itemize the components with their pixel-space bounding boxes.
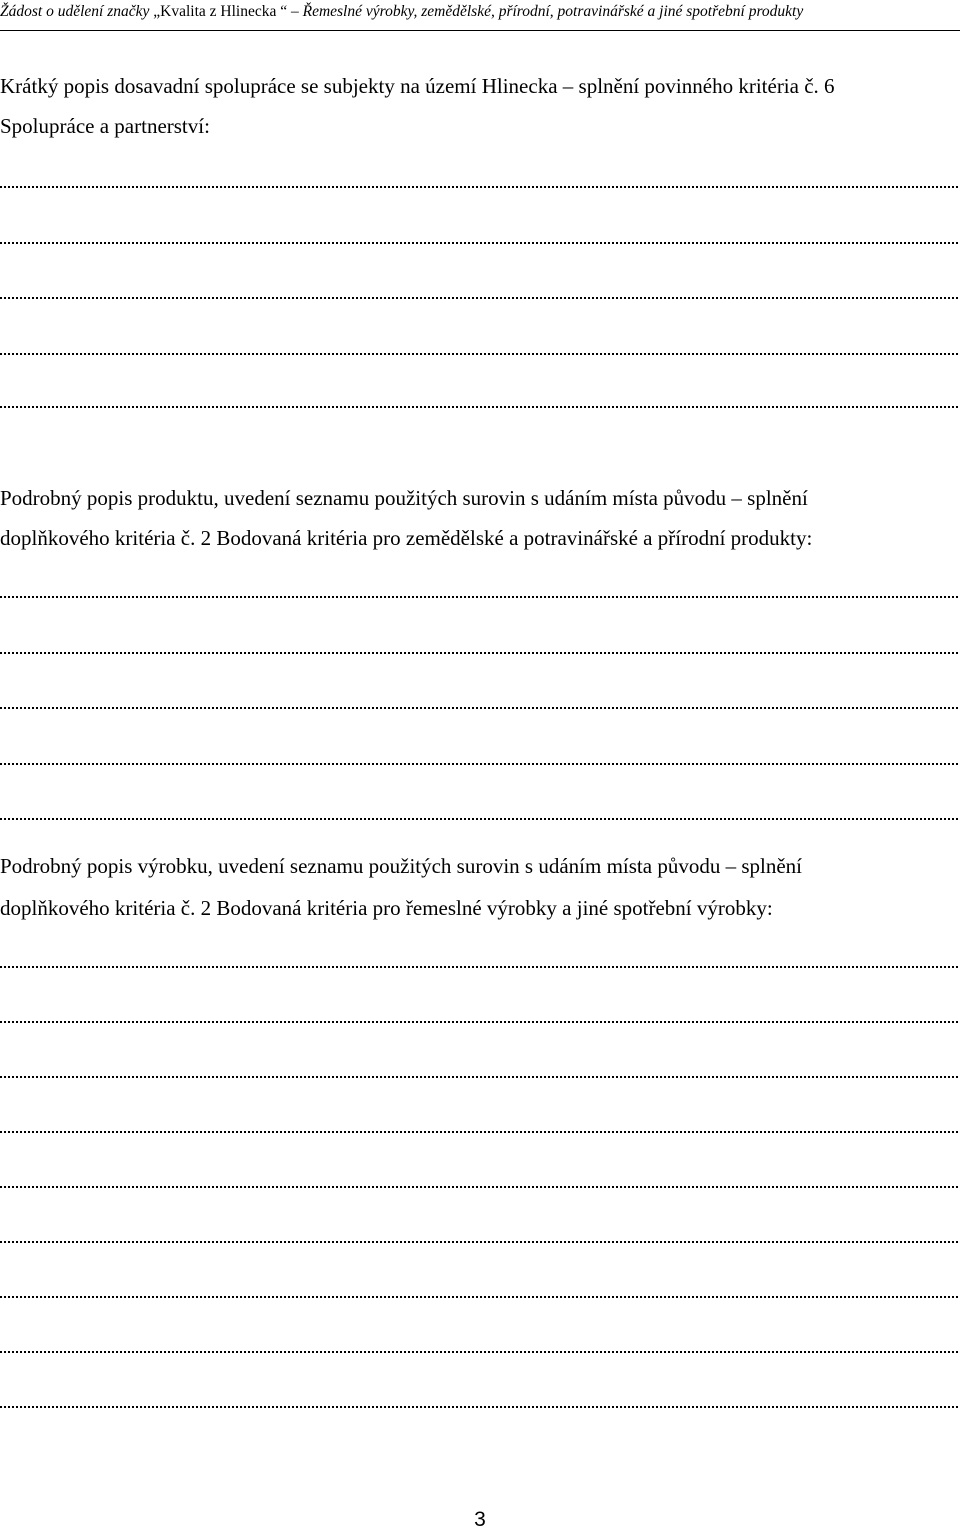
header-title-part1: Žádost o udělení značky	[0, 3, 150, 20]
answer-line	[0, 652, 958, 654]
section1-heading-line1: Krátký popis dosavadní spolupráce se subjekty na území Hlinecka – splnění povinného kritéria č. 6	[0, 74, 835, 98]
page-header	[0, 2, 960, 22]
answer-line	[0, 1241, 958, 1243]
answer-line	[0, 966, 958, 968]
section3-heading-line1: Podrobný popis výrobku, uvedení seznamu použitých surovin s udáním místa původu – splnění	[0, 854, 802, 878]
answer-line	[0, 353, 958, 355]
section3-heading-line2: doplňkového kritéria č. 2 Bodovaná kritéria pro řemeslné výrobky a jiné spotřební výrobky:	[0, 896, 773, 920]
answer-line	[0, 1021, 958, 1023]
section1-heading-line2: Spolupráce a partnerství:	[0, 114, 210, 138]
answer-line	[0, 707, 958, 709]
answer-line	[0, 1076, 958, 1078]
answer-line	[0, 1186, 958, 1188]
header-title-part3: Řemeslné výrobky, zemědělské, přírodní, potravinářské a jiné spotřební produkty	[302, 3, 804, 20]
answer-line	[0, 186, 958, 188]
answer-line	[0, 763, 958, 765]
answer-line	[0, 818, 958, 820]
answer-line	[0, 242, 958, 244]
section2-heading-line1: Podrobný popis produktu, uvedení seznamu použitých surovin s udáním místa původu – splnění	[0, 486, 808, 510]
answer-line	[0, 1131, 958, 1133]
answer-line	[0, 297, 958, 299]
header-title-part2: „Kvalita z Hlinecka “ –	[149, 3, 303, 20]
answer-line	[0, 596, 958, 598]
page-number: 3	[474, 1508, 486, 1531]
section2-heading-line2: doplňkového kritéria č. 2 Bodovaná kritéria pro zemědělské a potravinářské a přírodní produkty:	[0, 526, 813, 550]
answer-line	[0, 1406, 958, 1408]
answer-line	[0, 406, 958, 408]
header-divider	[0, 30, 960, 31]
answer-line	[0, 1351, 958, 1353]
answer-line	[0, 1296, 958, 1298]
